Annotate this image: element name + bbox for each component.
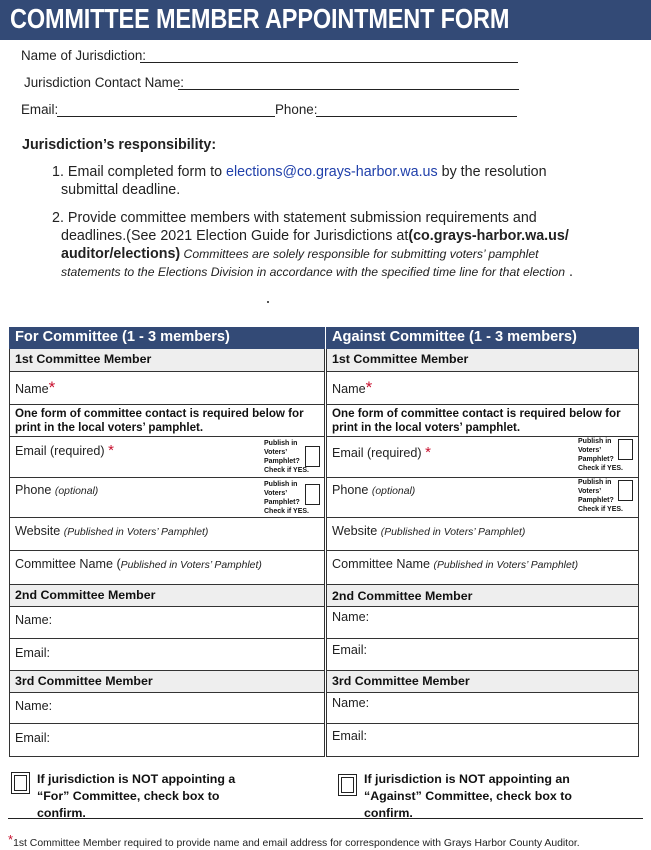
for-committee-name-field[interactable]	[9, 551, 325, 585]
against-email-publish-checkbox[interactable]	[618, 439, 633, 460]
against-name3-field[interactable]: Name:	[326, 693, 639, 724]
for-email-label: Email (required)	[15, 444, 105, 458]
published-note: (Published in Voters’ Pamphlet)	[63, 527, 209, 538]
for-committee-name-label: Committee Name (	[15, 557, 121, 571]
item2-line2: deadlines.(See 2021 Election Guide for Jurisdictions at	[61, 228, 409, 244]
item1-text-end: by the resolution	[437, 164, 547, 180]
item2-line1: Provide committee members with statement submission requirements and	[67, 210, 537, 226]
item2-line3-italic: Committees are solely responsible for submitting voters’ pamphlet	[180, 247, 539, 261]
required-asterisk: *	[48, 378, 56, 397]
optional-note: (optional)	[54, 486, 99, 497]
against-name-label: Name	[332, 382, 366, 396]
against-phone-field[interactable]	[326, 478, 639, 518]
guide-url-part1[interactable]: (co.grays-harbor.wa.us/	[408, 228, 569, 244]
item2-line4-end: .	[565, 264, 573, 280]
no-for-committee-label: If jurisdiction is NOT appointing a “For” Committee, check box to confirm.	[37, 772, 236, 820]
for-website-field[interactable]	[9, 518, 325, 551]
against-email2-field[interactable]: Email:	[326, 639, 639, 671]
against-committee-heading: Against Committee (1 - 3 members)	[326, 327, 639, 349]
footer-divider	[8, 818, 643, 819]
guide-url-part2[interactable]: auditor/elections)	[61, 246, 181, 262]
for-committee-table	[9, 327, 325, 757]
item-number: 2.	[52, 210, 64, 226]
against-third-member-header: 3rd Committee Member	[326, 671, 639, 693]
no-against-committee-checkbox[interactable]	[338, 774, 357, 796]
email-label: Email:	[21, 102, 59, 117]
for-name-field[interactable]	[9, 372, 325, 405]
phone-label: Phone:	[275, 102, 318, 117]
against-website-field[interactable]	[326, 518, 639, 551]
email-field[interactable]	[57, 104, 275, 117]
for-email2-field[interactable]: Email:	[9, 639, 325, 671]
against-committee-table	[326, 327, 639, 757]
against-website-label: Website	[332, 524, 378, 538]
for-email-publish-checkbox[interactable]	[305, 446, 320, 467]
against-email-field[interactable]	[326, 437, 639, 478]
against-committee-name-label: Committee Name	[332, 557, 430, 571]
for-name2-field[interactable]: Name:	[9, 607, 325, 639]
against-name2-field[interactable]: Name:	[326, 607, 639, 639]
against-committee-name-field[interactable]	[326, 551, 639, 585]
against-contact-note: One form of committee contact is required below for print in the local voters’ pamphlet.	[326, 405, 639, 437]
published-note: (Published in Voters’ Pamphlet)	[433, 560, 579, 571]
for-phone-field[interactable]	[9, 478, 325, 518]
for-first-member-header: 1st Committee Member	[9, 349, 325, 372]
for-email3-field[interactable]: Email:	[9, 724, 325, 757]
for-third-member-header: 3rd Committee Member	[9, 671, 325, 693]
optional-note: (optional)	[371, 486, 416, 497]
publish-label: Publish in Voters’ Pamphlet? Check if YES.	[264, 440, 310, 474]
for-committee-heading: For Committee (1 - 3 members)	[9, 327, 325, 349]
form-title: COMMITTEE MEMBER APPOINTMENT FORM	[10, 3, 510, 34]
required-asterisk: *	[365, 378, 373, 397]
no-for-committee-checkbox[interactable]	[11, 772, 30, 794]
for-contact-note: One form of committee contact is required below for print in the local voters’ pamphlet.	[9, 405, 325, 437]
contact-name-label: Jurisdiction Contact Name:	[24, 75, 185, 90]
for-name-label: Name	[15, 382, 49, 396]
jurisdiction-label: Name of Jurisdiction:	[21, 48, 147, 63]
required-asterisk: *	[425, 444, 431, 461]
stray-dot	[267, 301, 269, 303]
jurisdiction-field[interactable]	[140, 50, 518, 63]
for-phone-publish-checkbox[interactable]	[305, 484, 320, 505]
for-name3-field[interactable]: Name:	[9, 693, 325, 724]
no-against-committee-label: If jurisdiction is NOT appointing an “Against” Committee, check box to confirm.	[364, 772, 572, 820]
required-asterisk: *	[8, 832, 14, 847]
item1-line2: submittal deadline.	[61, 182, 181, 198]
item-number: 1.	[52, 164, 64, 180]
publish-label: Publish in Voters’ Pamphlet? Check if YES.	[264, 481, 310, 515]
published-note: Published in Voters’ Pamphlet)	[120, 560, 262, 571]
for-phone-label: Phone	[15, 483, 52, 497]
title-banner	[0, 0, 651, 40]
item2-line4-italic: statements to the Elections Division in accordance with the specified time line for that election	[61, 265, 566, 279]
responsibility-item-2	[52, 209, 573, 281]
elections-email-link[interactable]: elections@co.grays-harbor.wa.us	[226, 164, 438, 180]
against-name-field[interactable]	[326, 372, 639, 405]
against-first-member-header: 1st Committee Member	[326, 349, 639, 372]
published-note: (Published in Voters’ Pamphlet)	[380, 527, 526, 538]
footnote-text: 1st Committee Member required to provide name and email address for correspondence with Grays Harbor County Auditor.	[13, 838, 580, 849]
against-phone-publish-checkbox[interactable]	[618, 480, 633, 501]
item1-text: Email completed form to	[67, 164, 227, 180]
required-asterisk: *	[108, 442, 114, 459]
publish-label: Publish in Voters’ Pamphlet? Check if YES.	[578, 438, 624, 472]
against-phone-label: Phone	[332, 483, 369, 497]
against-email3-field[interactable]: Email:	[326, 724, 639, 757]
responsibility-heading: Jurisdiction’s responsibility:	[22, 137, 217, 153]
phone-field[interactable]	[316, 104, 517, 117]
contact-name-field[interactable]	[178, 77, 519, 90]
against-email-label: Email (required)	[332, 446, 422, 460]
responsibility-item-1	[52, 163, 547, 199]
for-website-label: Website	[15, 524, 61, 538]
footnote	[8, 832, 580, 849]
publish-label: Publish in Voters’ Pamphlet? Check if YES.	[578, 479, 624, 513]
for-second-member-header: 2nd Committee Member	[9, 585, 325, 607]
against-second-member-header: 2nd Committee Member	[326, 585, 639, 607]
for-email-field[interactable]	[9, 437, 325, 478]
